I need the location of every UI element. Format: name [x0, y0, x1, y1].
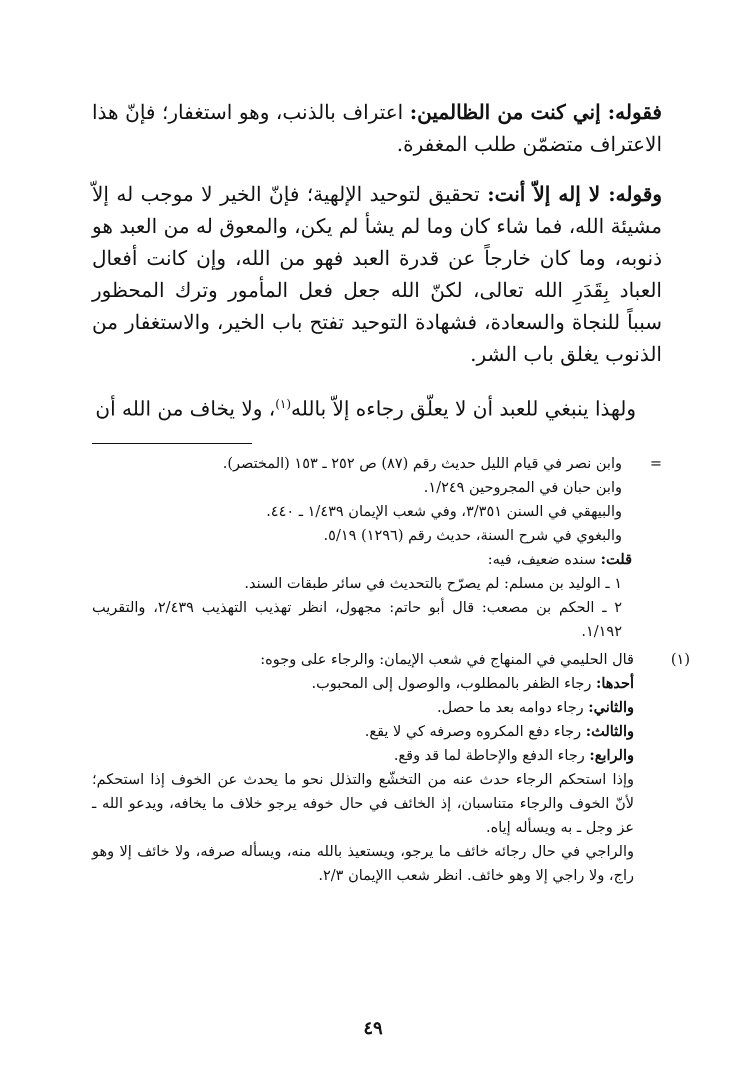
footnotes	[92, 452, 690, 888]
fn-cont-line-3: والبيهقي في السنن ٣/٣٥١، وفي شعب الإيمان ١/٤٣٩ ـ ٤٤٠.	[266, 503, 622, 520]
p1-text: اعتراف بالذنب، وهو استغفار؛ فإنّ هذا الاعتراف متضمّن طلب المغفرة.	[92, 100, 662, 156]
way-4-text: رجاء الدفع والإحاطة لما قد وقع.	[393, 747, 590, 764]
page-body	[92, 96, 690, 888]
qult-text: سنده ضعيف، فيه:	[487, 551, 601, 568]
qult-lead: قلت:	[600, 550, 632, 568]
paragraph-2	[92, 178, 662, 370]
main-text	[92, 96, 662, 425]
fn-para-2: والراجي في حال رجائه خائف ما يرجو، ويستعيذ بالله منه، ويسأله صرفه، ولا خائف إلا وهو راج، ولا راجي إلا وهو خائف. انظر شعب االإيمان ٢/٣.	[92, 843, 634, 884]
fn-way-1	[92, 672, 662, 696]
fn-cont-line-2: وابن حبان في المجروحين ١/٢٤٩.	[423, 479, 622, 496]
footnote-continuation	[92, 452, 662, 548]
fn-way-4	[92, 744, 662, 768]
p3-text-b: ، ولا يخاف من الله أن	[95, 396, 276, 421]
way-3-text: رجاء دفع المكروه وصرفه كي لا يقع.	[364, 723, 586, 740]
way-3-lead: والثالث:	[585, 722, 634, 740]
way-1-text: رجاء الظفر بالمطلوب، والوصول إلى المحبوب.	[311, 675, 596, 692]
footnote-1-intro: قال الحليمي في المنهاج في شعب الإيمان: والرجاء على وجوه:	[260, 651, 634, 668]
paragraph-1	[92, 96, 662, 160]
footnote-1	[92, 648, 690, 672]
page-number: ٤٩	[363, 1018, 383, 1039]
way-2-text: رجاء دوامه بعد ما حصل.	[437, 699, 589, 716]
p2-lead: وقوله: لا إله إلاّ أنت:	[487, 182, 662, 206]
fn-way-3	[92, 720, 662, 744]
footnote-ref-1[interactable]: (١)	[275, 397, 292, 411]
way-1-lead: أحدها:	[595, 674, 634, 692]
p3-text-a: ولهذا ينبغي للعبد أن لا يعلّق رجاءه إلاّ بالله	[291, 396, 636, 421]
way-4-lead: والرابع:	[589, 746, 634, 764]
paragraph-3	[92, 388, 662, 425]
fn-way-2	[92, 696, 662, 720]
fn-qult	[92, 548, 662, 572]
fn-item-1: ١ ـ الوليد بن مسلم: لم يصرّح بالتحديث في سائر طبقات السند.	[244, 575, 622, 592]
p2-text: تحقيق لتوحيد الإلهية؛ فإنّ الخير لا موجب له إلاّ مشيئة الله، فما شاء كان وما لم يشأ لم يكن، والمعوق له من العبد هو ذنوبه، وما كان خارجاً عن قدرة العبد فهو من الله، وإن كانت أفعال العباد بِقَدَرِ الله تعالى، لكنّ الله جعل فعل المأمور وترك المحظور سبباً للنجاة والسعادة، فشهادة التوحيد تفتح باب الخير، والاستغفار من الذنوب يغلق باب الشر.	[92, 182, 662, 366]
way-2-lead: والثاني:	[588, 698, 634, 716]
fn-cont-line-4: والبغوي في شرح السنة، حديث رقم (١٢٩٦) ٥/١٩.	[323, 527, 622, 544]
continuation-mark: =	[649, 455, 662, 472]
footnote-separator	[92, 443, 252, 444]
fn-para-1: وإذا استحكم الرجاء حدث عنه من التخشّع والتذلل نحو ما يحدث عن الخوف إذا استحكم؛ لأنّ الخوف والرجاء متناسبان، إذ الخائف في حال خوفه يرجو خلاف ما يخافه، ويدعو الله ـ عز وجل ـ به ويسأله إياه.	[92, 771, 634, 836]
footnote-1-number: (١)	[670, 651, 690, 668]
fn-cont-line-1: وابن نصر في قيام الليل حديث رقم (٨٧) ص ٢٥٢ ـ ١٥٣ (المختصر).	[222, 455, 622, 472]
fn-item-2: ٢ ـ الحكم بن مصعب: قال أبو حاتم: مجهول، انظر تهذيب التهذيب ٢/٤٣٩، والتقريب ١/١٩٢.	[92, 599, 622, 640]
p1-lead: فقوله: إني كنت من الظالمين:	[409, 100, 662, 124]
